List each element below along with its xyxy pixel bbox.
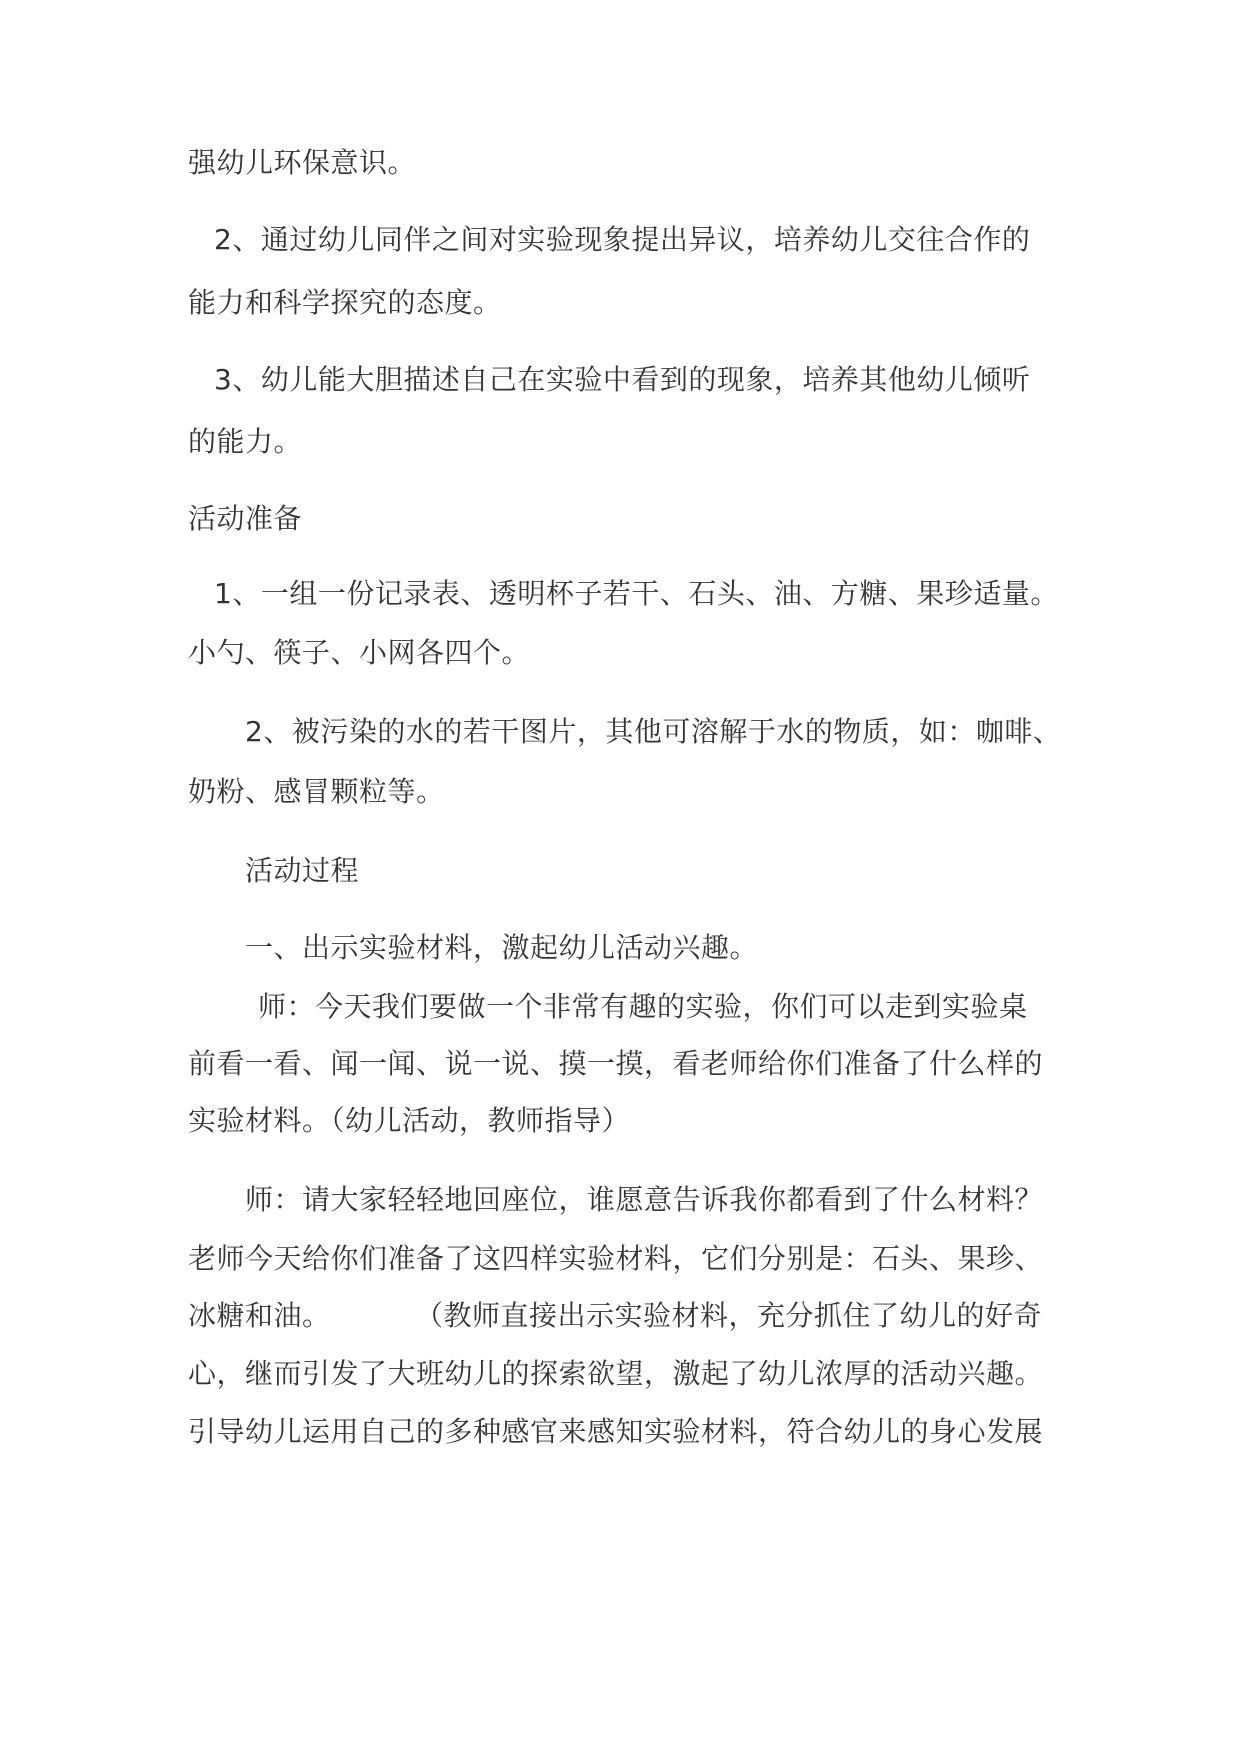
teacher-speech-1-line-3: 实验材料。（幼儿活动，教师指导） xyxy=(188,1104,631,1137)
preparation-1-line-2: 小勺、筷子、小网各四个。 xyxy=(188,636,531,669)
teacher-speech-2-line-1: 师：请大家轻轻地回座位，谁愿意告诉我你都看到了什么材料？ xyxy=(245,1183,1044,1216)
teacher-speech-1-line-2: 前看一看、闻一闻、说一说、摸一摸，看老师给你们准备了什么样的 xyxy=(188,1047,1044,1080)
commentary-line-2: 心，继而引发了大班幼儿的探索欲望，激起了幼儿浓厚的活动兴趣。 xyxy=(188,1357,1044,1390)
section-heading-process: 活动过程 xyxy=(245,854,360,887)
objective-2-line-2: 能力和科学探究的态度。 xyxy=(188,286,502,319)
teacher-speech-1-line-1: 师：今天我们要做一个非常有趣的实验，你们可以走到实验桌 xyxy=(258,990,1028,1023)
objective-3-line-2: 的能力。 xyxy=(188,425,303,458)
preparation-1-line-1: 1、一组一份记录表、透明杯子若干、石头、油、方糖、果珍适量。 xyxy=(214,577,1059,610)
objective-3-line-1: 3、幼儿能大胆描述自己在实验中看到的现象，培养其他幼儿倾听 xyxy=(214,363,1031,396)
text-line-1: 强幼儿环保意识。 xyxy=(188,146,417,179)
process-step-1-heading: 一、出示实验材料，激起幼儿活动兴趣。 xyxy=(245,931,759,964)
preparation-2-line-1: 2、被污染的水的若干图片，其他可溶解于水的物质，如：咖啡、 xyxy=(245,715,1062,748)
preparation-2-line-2: 奶粉、感冒颗粒等。 xyxy=(188,775,445,808)
teacher-speech-2-line-2: 老师今天给你们准备了这四样实验材料，它们分别是：石头、果珍、 xyxy=(188,1242,1044,1275)
section-heading-preparation: 活动准备 xyxy=(188,502,303,535)
commentary-line-1: （教师直接出示实验材料，充分抓住了幼儿的好奇 xyxy=(415,1299,1043,1332)
commentary-line-3: 引导幼儿运用自己的多种感官来感知实验材料，符合幼儿的身心发展 xyxy=(188,1415,1044,1448)
teacher-speech-2-line-3: 冰糖和油。 xyxy=(188,1299,331,1332)
objective-2-line-1: 2、通过幼儿同伴之间对实验现象提出异议，培养幼儿交往合作的 xyxy=(214,223,1031,256)
